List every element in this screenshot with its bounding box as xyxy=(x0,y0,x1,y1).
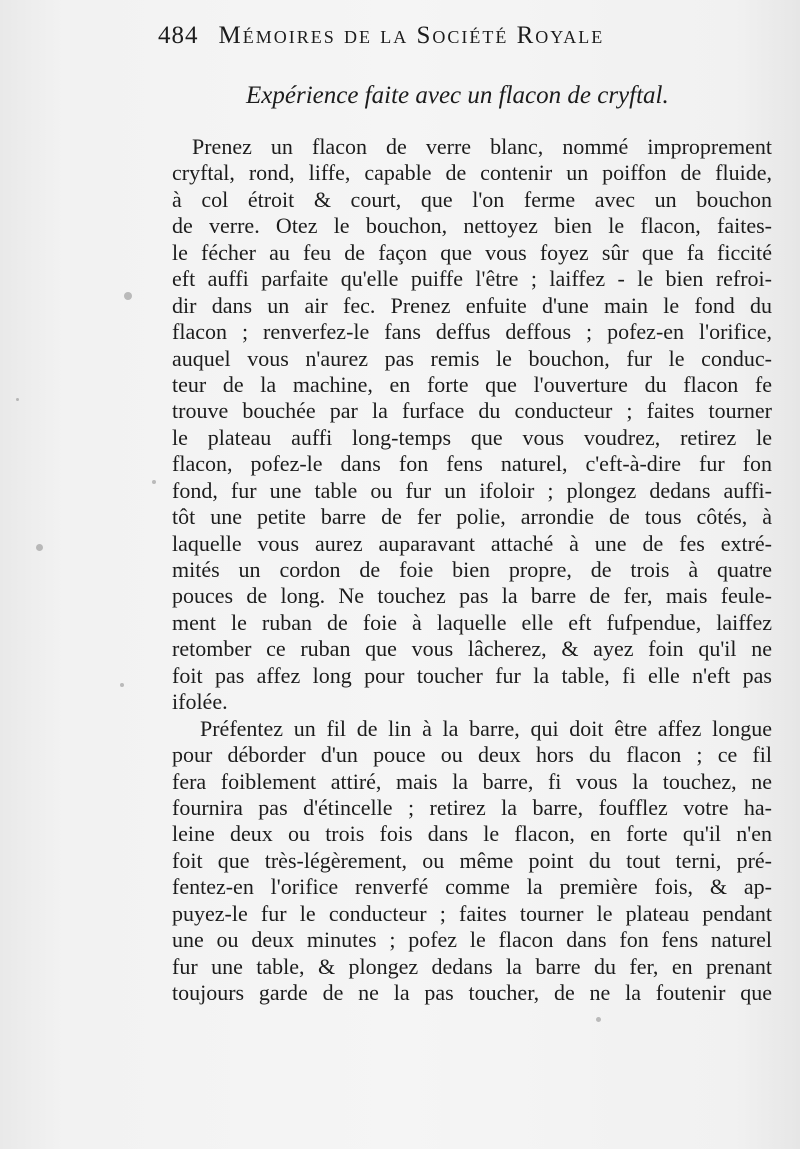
text-line: le plateau auffi long-temps que vous voudrez, retirez le xyxy=(172,424,772,450)
text-line: retomber ce ruban que vous lâcherez, & ayez foin qu'il ne xyxy=(172,636,772,662)
paper-speck xyxy=(120,683,124,687)
text-line: à col étroit & court, que l'on ferme avec un bouchon xyxy=(172,186,772,212)
text-line: fera foiblement attiré, mais la barre, fi vous la touchez, ne xyxy=(172,768,772,794)
text-line: flacon ; renverfez-le fans deffus deffous ; pofez-en l'orifice, xyxy=(172,319,772,345)
text-line: trouve bouchée par la furface du conducteur ; faites tourner xyxy=(172,398,772,424)
text-line: toujours garde de ne la pas toucher, de ne la foutenir que xyxy=(172,980,772,1005)
text-line: leine deux ou trois fois dans le flacon, en forte qu'il n'en xyxy=(172,821,772,847)
paper-speck xyxy=(124,292,132,300)
text-line: fournira pas d'étincelle ; retirez la barre, foufflez votre ha- xyxy=(172,794,772,820)
text-line: Prenez un flacon de verre blanc, nommé improprement xyxy=(192,134,772,159)
paper-speck xyxy=(16,398,19,401)
text-line: de verre. Otez le bouchon, nettoyez bien le flacon, faites- xyxy=(172,213,772,239)
text-line: fur une table, & plongez dedans la barre du fer, en prenant xyxy=(172,953,772,979)
text-line: auquel vous n'aurez pas remis le bouchon, fur le conduc- xyxy=(172,345,772,371)
paragraph-2 xyxy=(172,716,772,1007)
text-line: foit pas affez long pour toucher fur la table, fi elle n'eft pas xyxy=(172,662,772,688)
running-head xyxy=(158,22,718,62)
paper-speck xyxy=(36,544,43,551)
text-line: fentez-en l'orifice renverfé comme la première fois, & ap- xyxy=(172,874,772,900)
text-line: tôt une petite barre de fer polie, arrondie de tous côtés, à xyxy=(172,504,772,530)
text-line: laquelle vous aurez auparavant attaché à une de fes extré- xyxy=(172,530,772,556)
text-line: cryftal, rond, liffe, capable de contenir un poiffon de fluide, xyxy=(172,160,772,186)
paper-speck xyxy=(152,480,156,484)
text-line: flacon, pofez-le dans fon fens naturel, c'eft-à-dire fur fon xyxy=(172,451,772,477)
text-line: teur de la machine, en forte que l'ouverture du flacon fe xyxy=(172,371,772,397)
text-line: puyez-le fur le conducteur ; faites tourner le plateau pendant xyxy=(172,900,772,926)
paper-speck xyxy=(596,1017,601,1022)
text-line: une ou deux minutes ; pofez le flacon dans fon fens naturel xyxy=(172,927,772,953)
text-line: mités un cordon de foie bien propre, de trois à quatre xyxy=(172,557,772,582)
body-text xyxy=(172,134,772,1006)
text-line: Préfentez un fil de lin à la barre, qui doit être affez longue xyxy=(200,715,772,741)
paragraph-1 xyxy=(172,134,772,716)
text-line: le fécher au feu de façon que vous foyez sûr que fa ficcité xyxy=(172,239,772,265)
page-number: 484 xyxy=(158,22,199,49)
text-line: fond, fur une table ou fur un ifoloir ; plongez dedans auffi- xyxy=(172,477,772,503)
text-line: foit que très-légèrement, ou même point du tout terni, pré- xyxy=(172,847,772,873)
text-line: eft auffi parfaite qu'elle puiffe l'être ; laiffez - le bien refroi- xyxy=(172,266,772,292)
section-title: Expérience faite avec un flacon de cryftal. xyxy=(246,82,669,109)
text-line: pouces de long. Ne touchez pas la barre de fer, mais feule- xyxy=(172,583,772,609)
text-line: pour déborder d'un pouce ou deux hors du flacon ; ce fil xyxy=(172,742,772,768)
text-line: ifolée. xyxy=(172,689,228,715)
text-line: dir dans un air fec. Prenez enfuite d'une main le fond du xyxy=(172,292,772,318)
journal-title: Mémoires de la Société Royale xyxy=(218,22,605,49)
text-line: ment le ruban de foie à laquelle elle eft fufpendue, laiffez xyxy=(172,609,772,635)
